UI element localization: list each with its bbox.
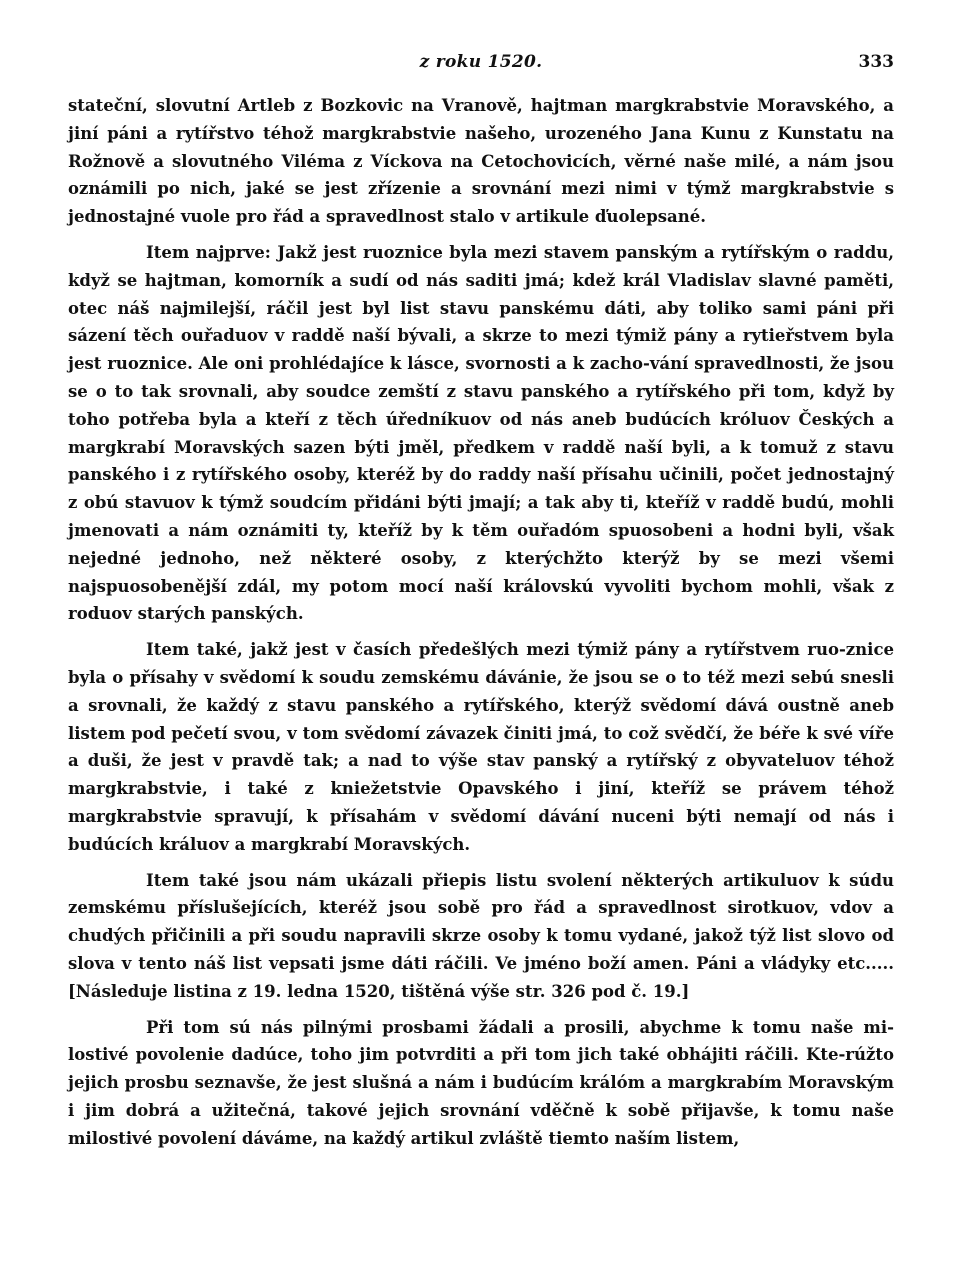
running-header: [68, 46, 894, 78]
paragraph-item-najprve: Item najprve: Jakž jest ruoznice byla mezi stavem panským a rytířským o raddu, když se hajtman, komorník a sudí od nás saditi jmá; kdež král Vladislav slavné paměti, otec náš najmilejší, ráčil jest byl list stavu panskému dáti, aby toliko sami páni při sázení těch ouřaduov v raddě naší bývali, a skrze to mezi týmiž pány a rytieřstvem byla jest ruoznice. Ale oni prohlédajíce k lásce, svornosti a k zacho-vání spravedlnosti, že jsou se o to tak srovnali, aby soudce zemští z stavu panského a rytířského při tom, když by toho potřeba byla a kteří z těch úředníkuov od nás aneb budúcích króluov Českých a margkrabí Moravských sazen býti jměl, předkem v raddě naší byli, a k tomuž z stavu panského i z rytířského osoby, kteréž by do raddy naší přísahu učinili, počet jednostajný z obú stavuov k týmž soudcím přidáni býti jmají; a tak aby ti, kteříž v raddě budú, mohli jmenovati a nám oznámiti ty, kteříž by k těm ouřadóm spuosobeni a hodni byli, však nejedné jednoho, než některé osoby, z kterýchžto kterýž by se mezi všemi najspuosobenější zdál, my potom mocí naší královskú vyvoliti bychom mohli, však z roduov starých panských.: [68, 242, 894, 624]
paragraph-item-prepis-listu: Item také jsou nám ukázali přiepis listu svolení některých artikuluov k súdu zemskému příslušejících, kteréž jsou sobě pro řád a spravedlnost sirotkuov, vdov a chudých přičinili a při soudu napravili skrze osoby k tomu vydané, jakož týž list slovo od slova v tento náš list vepsati jsme dáti ráčili. Ve jméno boží amen. Páni a vládyky etc..... [Následuje listina z 19. ledna 1520, tištěná výše str. 326 pod č. 19.]: [68, 870, 894, 1001]
paragraph-item-prisahy: Item také, jakž jest v časích předešlých mezi týmiž pány a rytířstvem ruo-znice byla o přísahy v svědomí k soudu zemskému dávánie, že jsou se o to též mezi sebú snesli a srovnali, že každý z stavu panského a rytířského, kterýž svědomí dává oustně aneb listem pod pečetí svou, v tom svědomí závazek činiti jmá, to což svědčí, že béře k své víře a duši, že jest v pravdě tak; a nad to výše stav panský a rytířský z obyvateluov téhož margkrabstvie, i také z kniežetstvie Opavského i jiní, kteříž se právem téhož margkrabstvie spravují, k přísahám v svědomí dávání nuceni býti nemají od nás i budúcích králuov a margkrabí Moravských.: [68, 640, 894, 854]
paragraph-continuation: stateční, slovutní Artleb z Bozkovic na Vranově, hajtman margkrabstvie Moravského, a jiní páni a rytířstvo téhož margkrabstvie našeho, urozeného Jana Kunu z Kunstatu na Rožnově a slovutného Viléma z Víckova na Cetochovicích, věrné naše milé, a nám jsou oznámili po nich, jaké se jest zřízenie a srovnání mezi nimi v týmž margkrabstvie s jednostajné vuole pro řád a spravedlnost stalo v artikule ďuolepsané.: [68, 96, 894, 227]
page-number: 333: [858, 52, 894, 72]
paragraph-confirmation: Při tom sú nás pilnými prosbami žádali a prosili, abychme k tomu naše mi-lostivé povolenie dadúce, toho jim potvrditi a při tom jich také obhájiti ráčili. Kte-rúžto jejich prosbu seznavše, že jest slušná a nám i budúcím králóm a margkrabím Moravským i jim dobrá a užitečná, takové jejich srovnání vděčně k sobě přijavše, k tomu naše milostivé povolení dáváme, na každý artikul zvláště tiemto naším listem,: [68, 1017, 894, 1148]
text-body: [68, 92, 894, 1160]
running-title: z roku 1520.: [419, 52, 543, 72]
